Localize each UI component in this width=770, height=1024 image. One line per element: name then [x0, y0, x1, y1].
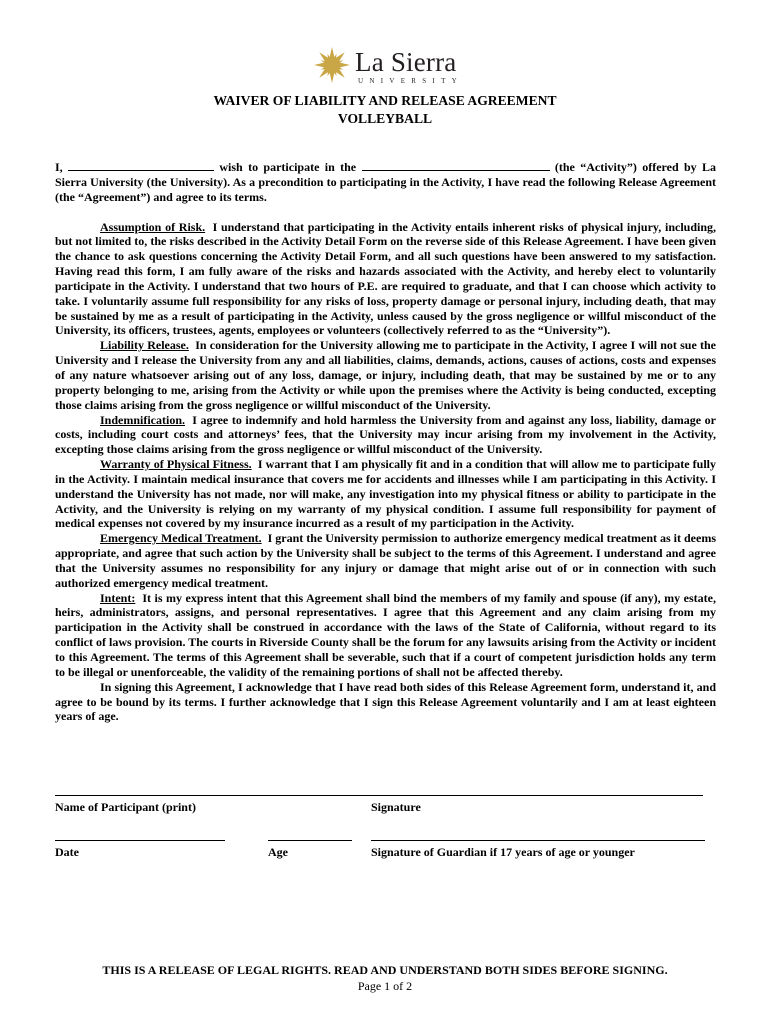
section-text: In consideration for the University allowing me to participate in the Activity, I agree I will not sue the University and I release the University from any and all liabilities, claims, demands, actions, causes of actions, costs and expenses of any nature whatsoever arising out of any loss, damage, or injury, including death, that may be sustained by me or to any property belonging to me, arising from the Activity or while upon the premises where the Activity is being conducted, excepting those claims arising from the gross negligence or willful misconduct of the University. [55, 338, 716, 412]
section-assumption-of-risk [55, 220, 716, 339]
section-text: I grant the University permission to authorize emergency medical treatment as it deems appropriate, and agree that such action by the University shall be subject to the terms of this Agreement. I understand and agree that the University assumes no responsibility for any injury or damage that might arise out of or in connection with such authorized emergency medical treatment. [55, 531, 716, 590]
intro-text-2: wish to participate in the [219, 160, 357, 174]
section-liability-release [55, 338, 716, 412]
agreement-body [55, 159, 716, 724]
age-line[interactable] [268, 840, 352, 841]
section-text: I agree to indemnify and hold harmless the University from and against any loss, liability, damage or costs, including court costs and attorneys’ fees, that the University may incur arising from my involvement in the Activity, excepting those claims arising from the gross negligence or willful misconduct of the University. [55, 412, 717, 457]
participant-name-signature-line[interactable] [55, 795, 703, 796]
logo-name: La Sierra [355, 47, 457, 77]
date-label: Date [55, 845, 79, 859]
section-heading: Indemnification. [100, 412, 186, 427]
section-text: It is my express intent that this Agreement shall bind the members of my family and spouse (if any), my estate, heirs, administrators, assigns, and personal representatives. I agree that this Agreement and any claim arising from my participation in the Activity shall be construed in accordance with the laws of the State of California, without regard to its conflict of laws provision. The courts in Riverside County shall be the forum for any lawsuits arising from the Activity or incident to this Agreement. The terms of this Agreement shall be severable, such that if a court of competent jurisdiction holds any term to be illegal or unenforceable, the validity of the remaining portions of shall not be affected thereby. [55, 590, 716, 679]
section-heading: Emergency Medical Treatment. [100, 531, 262, 546]
page-number: Page 1 of 2 [357, 979, 413, 993]
activity-blank[interactable] [362, 159, 550, 171]
logo-subtitle: UNIVERSITY [358, 77, 463, 85]
closing-paragraph: In signing this Agreement, I acknowledge that I have read both sides of this Release Agreement form, understand it, and agree to be bound by its terms. I further acknowledge that I sign this Release Agreement voluntarily and I am at least eighteen years of age. [55, 679, 716, 724]
section-intent [55, 591, 716, 680]
section-indemnification [55, 413, 716, 458]
university-logo [312, 45, 462, 87]
sun-star-logo-icon [312, 45, 352, 85]
guardian-signature-label: Signature of Guardian if 17 years of age or younger [371, 845, 635, 859]
section-heading: Assumption of Risk. [100, 219, 206, 234]
section-heading: Intent: [100, 590, 136, 605]
document-subtitle: VOLLEYBALL [337, 111, 433, 126]
intro-text-1: I, [55, 160, 63, 174]
section-warranty-of-fitness [55, 457, 716, 531]
document-title: WAIVER OF LIABILITY AND RELEASE AGREEMENT [213, 93, 557, 108]
participant-name-label: Name of Participant (print) [55, 800, 196, 814]
guardian-signature-line[interactable] [371, 840, 705, 841]
age-label: Age [268, 845, 288, 859]
section-text: I understand that participating in the Activity entails inherent risks of physical injury, including, but not limited to, the risks described in the Activity Detail Form on the reverse side of this Release Agreement. I have been given the chance to ask questions concerning the Activity Detail Form, and all such questions have been answered to my satisfaction. Having read this form, I am fully aware of the risks and hazards associated with the Activity, and hereby elect to voluntarily participate in the Activity. I understand that two hours of P.E. are required to graduate, and that I can choose which activity to take. I voluntarily assume full responsibility for any risks of loss, property damage or personal injury, including death, that may be sustained by me as a result of participating in the Activity, unless caused by the gross negligence or willful misconduct of the University, its officers, trustees, agents, employees or volunteers (collectively referred to as the “University”). [55, 219, 717, 338]
date-line[interactable] [55, 840, 225, 841]
participant-name-blank[interactable] [68, 159, 214, 171]
intro-text-3: (the “Activity”) offered by La Sierra University (the University). As a precondition to participating in the Activity, I have read the following Release Agreement (the “Agreement”) and agree to its terms. [55, 160, 717, 204]
section-text: I warrant that I am physically fit and in a condition that will allow me to participate fully in the Activity. I maintain medical insurance that covers me for accidents and illnesses while I am participating in this Activity. I understand the University has not made, nor will make, any investigation into my physical fitness or ability to participate in the Activity, and the University is relying on my warranty of my physical condition. I assume full responsibility for payment of medical expenses not covered by my insurance incurred as a result of my participation in the Activity. [55, 457, 717, 531]
section-heading: Liability Release. [100, 338, 189, 353]
section-emergency-treatment [55, 531, 716, 590]
section-heading: Warranty of Physical Fitness. [100, 457, 252, 472]
intro-paragraph [55, 159, 716, 205]
signature-label: Signature [371, 800, 421, 814]
legal-notice: THIS IS A RELEASE OF LEGAL RIGHTS. READ AND UNDERSTAND BOTH SIDES BEFORE SIGNING. [102, 963, 668, 977]
